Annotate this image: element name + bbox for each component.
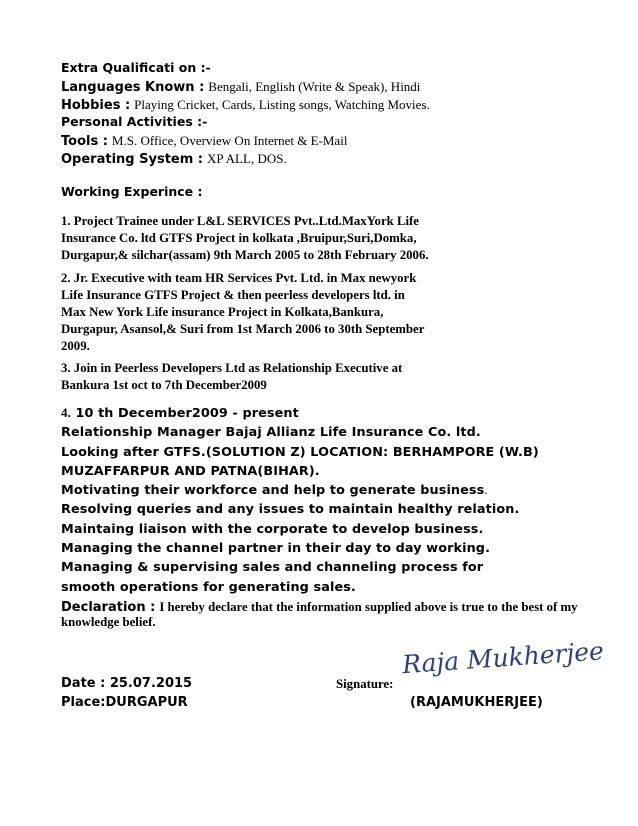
signature-image — [398, 636, 605, 682]
experience-line: Max New York Life insurance Project in Kolkata,Bankura, — [61, 305, 384, 319]
os-row — [61, 150, 287, 168]
declaration-text-continued: knowledge belief. — [61, 615, 156, 629]
tools-label: Tools : — [61, 134, 108, 149]
tools-value: M.S. Office, Overview On Internet & E-Mail — [111, 133, 348, 148]
experience-line: Resolving queries and any issues to maintain healthy relation. — [61, 502, 520, 518]
signature-label: Signature: — [336, 677, 394, 691]
extra-qualification-heading: Extra Qualificati on :- — [61, 60, 211, 75]
declaration-row — [61, 598, 578, 616]
experience-line-period: . — [484, 483, 488, 498]
languages-label: Languages Known : — [61, 80, 205, 95]
experience-item-1 — [61, 213, 481, 264]
experience-line: Looking after GTFS.(SOLUTION Z) LOCATION: BERHAMPORE (W.B) — [61, 444, 539, 460]
item-4-date: 10 th December2009 - present — [75, 406, 299, 421]
hobbies-row — [61, 96, 430, 114]
experience-line: Durgapur, Asansol,& Suri from 1st March 2006 to 30th September — [61, 322, 425, 336]
experience-line: Managing & supervising sales and channeling process for — [61, 560, 484, 576]
experience-line: Insurance Co. ltd GTFS Project in kolkata ,Bruipur,Suri,Domka, — [61, 231, 417, 245]
experience-line: Managing the channel partner in their day to day working. — [61, 541, 491, 557]
experience-item-3 — [61, 360, 481, 394]
experience-line — [61, 481, 488, 500]
declaration-label: Declaration : — [61, 600, 156, 615]
signatory-name: (RAJAMUKHERJEE) — [410, 695, 543, 710]
os-label: Operating System : — [61, 152, 203, 167]
experience-line: MUZAFFARPUR AND PATNA(BIHAR). — [61, 463, 320, 479]
experience-item-4 — [61, 403, 539, 597]
experience-line: 2. Jr. Executive with team HR Services Pvt. Ltd. in Max newyork — [61, 271, 417, 285]
experience-line: Durgapur,& silchar(assam) 9th March 2005 to 28th February 2006. — [61, 248, 429, 262]
working-experience-heading: Working Experince : — [61, 184, 203, 199]
experience-line: 3. Join in Peerless Developers Ltd as Relationship Executive at — [61, 361, 403, 375]
experience-line-text: Motivating their workforce and help to generate business — [61, 483, 485, 499]
place-text: Place:DURGAPUR — [61, 695, 188, 710]
experience-line: Bankura 1st oct to 7th December2009 — [61, 378, 267, 392]
hobbies-value: Playing Cricket, Cards, Listing songs, Watching Movies. — [134, 97, 430, 112]
experience-line: 2009. — [61, 339, 90, 353]
date-text: Date : 25.07.2015 — [61, 676, 193, 691]
experience-line: 1. Project Trainee under L&L SERVICES Pvt..Ltd.MaxYork Life — [61, 214, 419, 228]
signature-script: Raja Mukherjee — [401, 636, 605, 680]
experience-line: Life Insurance GTFS Project & then peerless developers ltd. in — [61, 288, 405, 302]
item-4-number: 4. — [61, 405, 71, 420]
hobbies-label: Hobbies : — [61, 98, 131, 113]
experience-line: Maintaing liaison with the corporate to develop business. — [61, 521, 484, 537]
os-value: XP ALL, DOS. — [207, 151, 287, 166]
languages-value: Bengali, English (Write & Speak), Hindi — [208, 79, 421, 94]
declaration-text: I hereby declare that the information supplied above is true to the best of my — [159, 600, 578, 614]
experience-item-4-first — [61, 403, 481, 423]
personal-activities-heading: Personal Activities :- — [61, 114, 208, 129]
experience-item-2 — [61, 270, 481, 355]
experience-line: smooth operations for generating sales. — [61, 579, 356, 595]
tools-row — [61, 132, 347, 150]
experience-line: Relationship Manager Bajaj Allianz Life Insurance Co. ltd. — [61, 425, 481, 441]
languages-row — [61, 78, 420, 96]
